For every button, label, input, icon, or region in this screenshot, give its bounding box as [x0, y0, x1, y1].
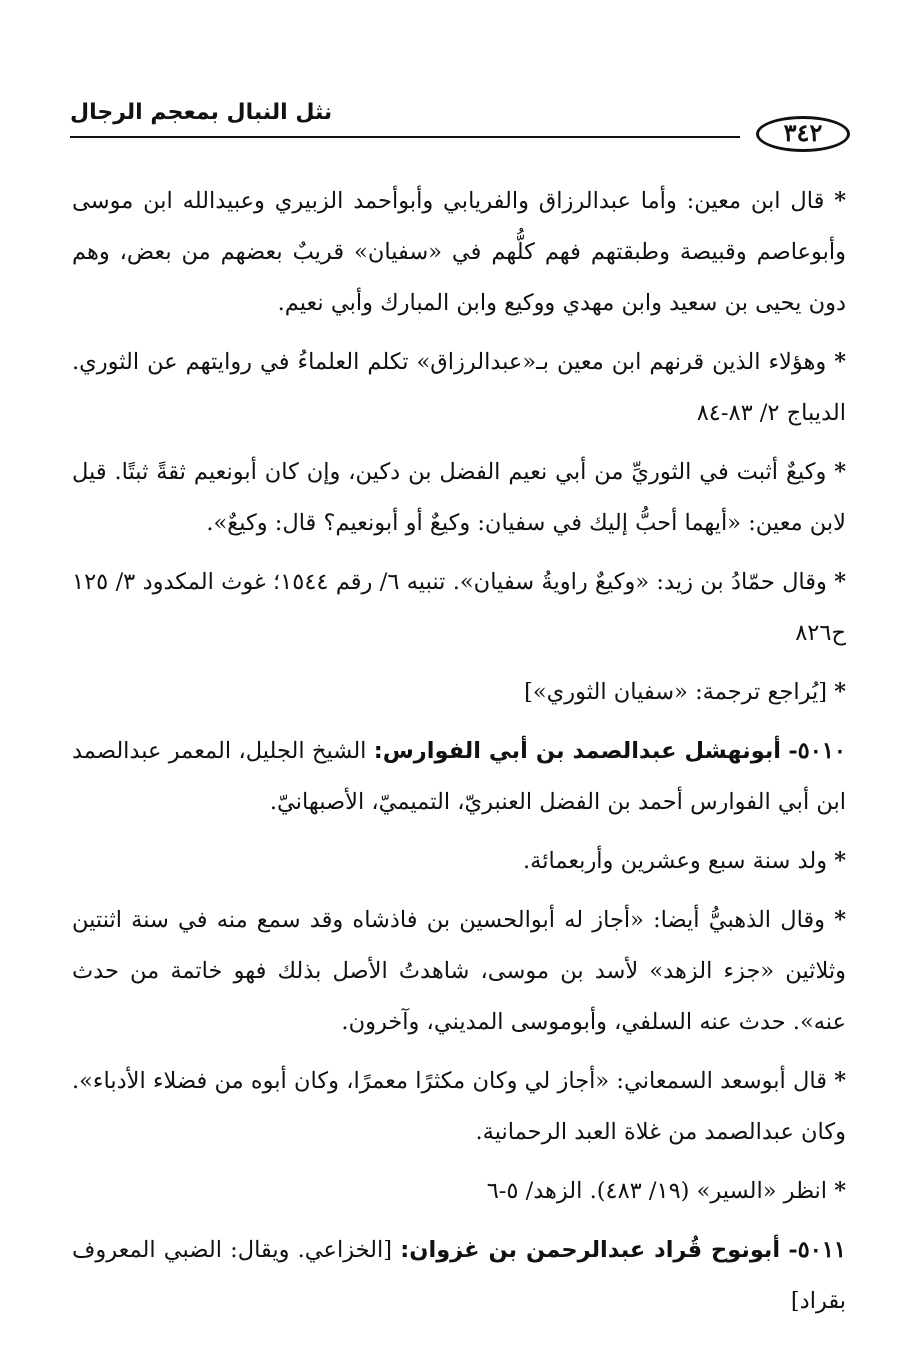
- paragraph-hammad: [72, 557, 846, 659]
- paragraph-waki: [72, 447, 846, 549]
- bullet-asterisk: *: [834, 1178, 846, 1204]
- paragraph-text: وهؤلاء الذين قرنهم ابن معين بـ«عبدالرزاق» تكلم العلماءُ في روايتهم عن الثوري. الديباج ٢/ ٨٣-٨٤: [72, 349, 846, 426]
- entry-5011: [72, 1225, 846, 1327]
- paragraph-text: ولد سنة سبع وعشرين وأربعمائة.: [522, 848, 828, 874]
- paragraph-text: وقال حمّادُ بن زيد: «وكيعٌ راويةُ سفيان». تنبيه ٦/ رقم ١٥٤٤؛ غوث المكدود ٣/ ١٢٥ ح٨٢٦: [72, 569, 846, 646]
- header-rule: [70, 136, 740, 138]
- page-header: [70, 92, 850, 152]
- paragraph-dhahabi: [72, 895, 846, 1048]
- paragraph-text: [يُراجع ترجمة: «سفيان الثوري»]: [524, 679, 828, 705]
- bullet-asterisk: *: [834, 848, 846, 874]
- entry-text: الشيخ الجليل، المعمر عبدالصمد ابن أبي الفوارس أحمد بن الفضل العنبريّ، التميميّ، الأصبهانيّ.: [72, 738, 846, 815]
- entry-name: أبونوح قُراد عبدالرحمن بن غزوان:: [400, 1237, 781, 1263]
- entry-number: ٥٠١٠-: [788, 738, 846, 764]
- entry-5010: [72, 726, 846, 828]
- bullet-asterisk: *: [834, 1068, 846, 1094]
- entry-text: [الخزاعي. ويقال: الضبي المعروف بقراد]: [72, 1237, 846, 1314]
- paragraph-siyar-ref: [72, 1166, 846, 1217]
- entry-name: أبونهشل عبدالصمد بن أبي الفوارس:: [373, 738, 781, 764]
- paragraph-abdulrazzaq: [72, 337, 846, 439]
- page-body: [72, 176, 846, 1335]
- paragraph-birth: [72, 836, 846, 887]
- bullet-asterisk: *: [834, 907, 846, 933]
- bullet-asterisk: *: [834, 349, 846, 375]
- paragraph-samaani: [72, 1056, 846, 1158]
- bullet-asterisk: *: [834, 188, 847, 214]
- page-number: ٣٤٢: [756, 116, 850, 152]
- paragraph-text: وكيعٌ أثبت في الثوريِّ من أبي نعيم الفضل بن دكين، وإن كان أبونعيم ثقةً ثبتًا. قيل لابن معين: «أيهما أحبُّ إليك في سفيان: وكيعٌ أو أبونعيم؟ قال: وكيعٌ».: [72, 459, 846, 536]
- book-title: نثل النبال بمعجم الرجال: [70, 100, 333, 125]
- bullet-asterisk: *: [834, 569, 847, 595]
- paragraph-text: انظر «السير» (١٩/ ٤٨٣). الزهد/ ٥-٦: [486, 1178, 828, 1204]
- bullet-asterisk: *: [834, 459, 846, 485]
- paragraph-ibn-maeen: [72, 176, 846, 329]
- paragraph-text: قال ابن معين: وأما عبدالرزاق والفريابي وأبوأحمد الزبيري وعبيدالله ابن موسى وأبوعاصم وقبيصة وطبقتهم فهم كلُّهم في «سفيان» قريبٌ بعضهم من بعض، وهم دون يحيى بن سعيد وابن مهدي ووكيع وابن المبارك وأبي نعيم.: [72, 188, 846, 316]
- paragraph-see-also: [72, 667, 846, 718]
- paragraph-text: قال أبوسعد السمعاني: «أجاز لي وكان مكثرًا معمرًا، وكان أبوه من فضلاء الأدباء». وكان عبدالصمد من غلاة العبد الرحمانية.: [72, 1068, 846, 1145]
- paragraph-text: وقال الذهبيُّ أيضا: «أجاز له أبوالحسين بن فاذشاه وقد سمع منه في سنة اثنتين وثلاثين «جزء الزهد» لأسد بن موسى، شاهدتُ الأصل بذلك فهو خاتمة من حدث عنه». حدث عنه السلفي، وأبوموسى المديني، وآخرون.: [72, 907, 846, 1035]
- bullet-asterisk: *: [834, 679, 846, 705]
- entry-number: ٥٠١١-: [788, 1237, 846, 1263]
